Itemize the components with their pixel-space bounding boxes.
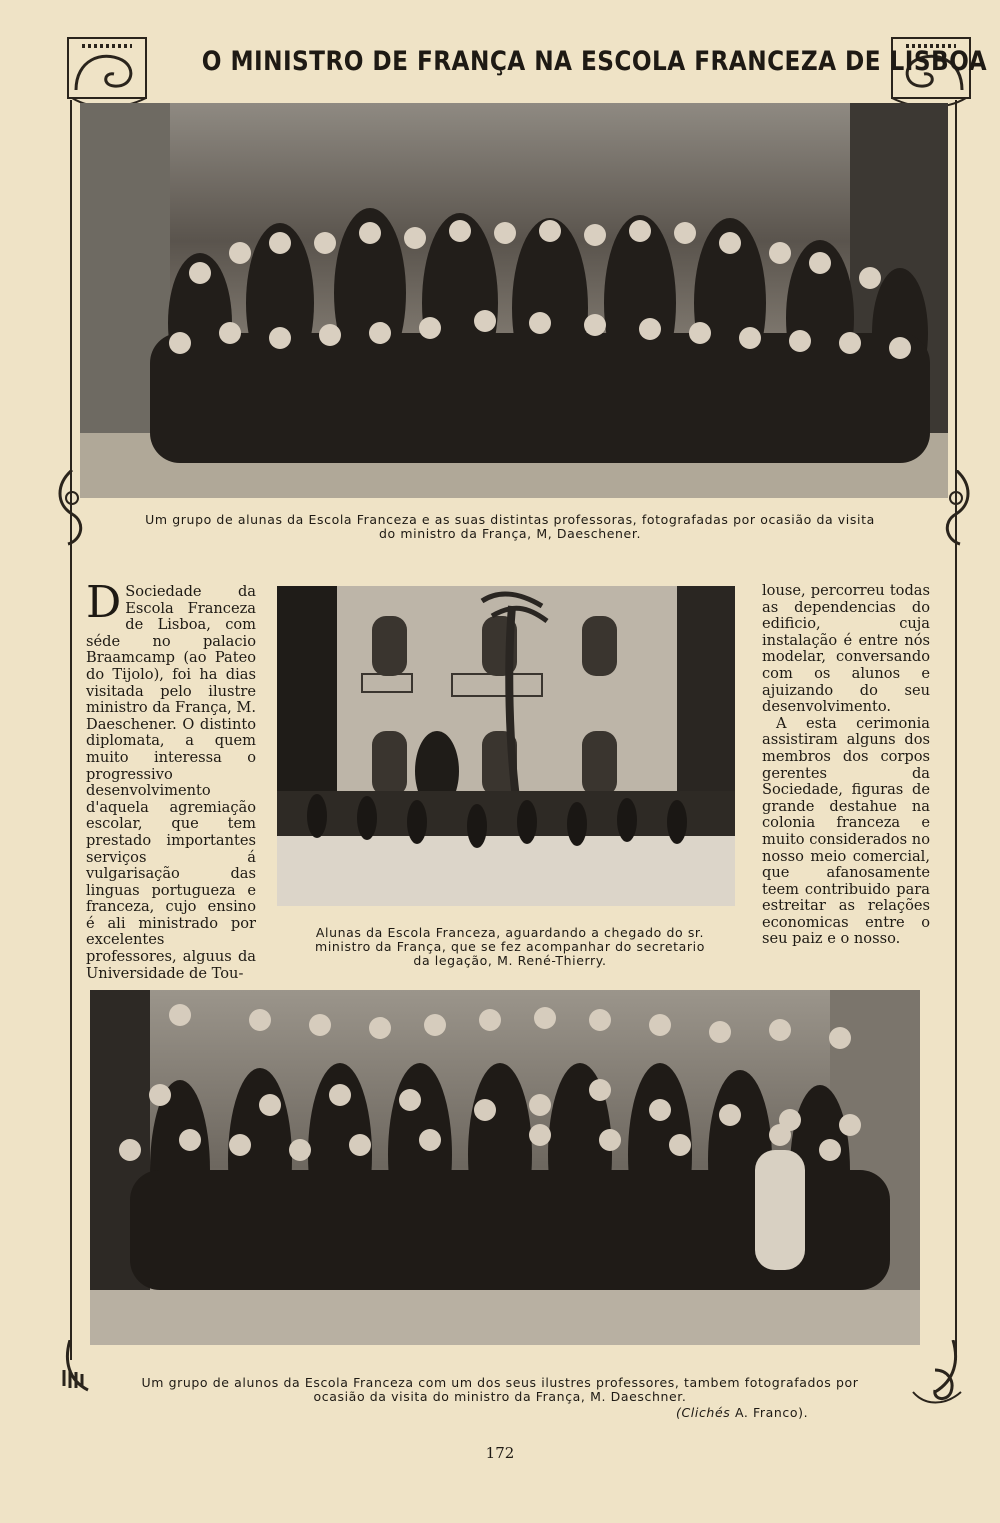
photo-school-building [277,586,735,906]
article-right-paragraph-2: A esta cerimonia assistiram alguns dos membros dos corpos gerentes da Sociedade, figuras de grande destahue na colonia franceza e muito considerados no nosso meio comercial, que afanosamente teem contribuido para estreitar as relações economicas entre o seu paiz e o nosso. [762,714,930,948]
photo-credit-italic: (Clichés [676,1405,731,1420]
caption-school-building [280,926,740,968]
caption-boys-line-1: Um grupo de alunos da Escola Franceza com um dos seus ilustres professores, tambem fotografados por [141,1375,859,1390]
page-title: O MINISTRO DE FRANÇA NA ESCOLA FRANCEZA DE LISBOA [201,46,988,77]
article-right-paragraph-1: louse, percorreu todas as dependencias do edificio, cuja instalação é entre nós modelar, conversando com os alunos e ajuizando do seu desenvolvimento. [762,582,930,716]
ornament-top-left-icon [62,30,152,110]
frame-left-line [70,100,72,1360]
caption-girls-line-2: do ministro da França, M, Daeschener. [378,526,642,541]
article-right-column [762,583,930,948]
ornament-bottom-right-icon [905,1340,965,1410]
caption-building-line-1: Alunas da Escola Franceza, aguardando a chegado do sr. [315,925,705,940]
photo-credit-name: A. Franco). [734,1405,809,1420]
article-left-column [86,577,256,982]
photo-boys-group [90,990,920,1345]
caption-boys-group [100,1376,900,1404]
caption-girls-line-1: Um grupo de alunas da Escola Franceza e as suas distintas professoras, fotografadas por ocasião da visita [145,512,875,527]
frame-right-line [955,100,957,1360]
photo-girls-group [80,103,948,498]
page-number: 172 [485,1444,515,1462]
photo-credit [676,1405,808,1420]
caption-girls-group [100,513,920,541]
caption-building-line-2: ministro da França, que se fez acompanhar do secretario [315,939,705,954]
article-left-paragraph [86,577,256,982]
article-dropcap: D [86,577,122,628]
caption-boys-line-2: ocasião da visita do ministro da França, M. Daeschner. [313,1389,687,1404]
caption-building-line-3: da legação, M. René-Thierry. [413,953,607,968]
article-left-text: Sociedade da Escola Franceza de Lisboa, com séde no palacio Braamcamp (ao Pateo do Tijolo), foi ha dias visitada pelo ilustre ministro da França, M. Daeschener. O distinto diplomata, a quem muito interessa o progressivo desenvolvimento d'aquela agremiação escolar, que tem prestado importantes serviços á vulgarisação das linguas portugueza e franceza, cujo ensino é ali ministrado por excelentes professores, alguus da Universidade de Tou- [86,583,256,982]
